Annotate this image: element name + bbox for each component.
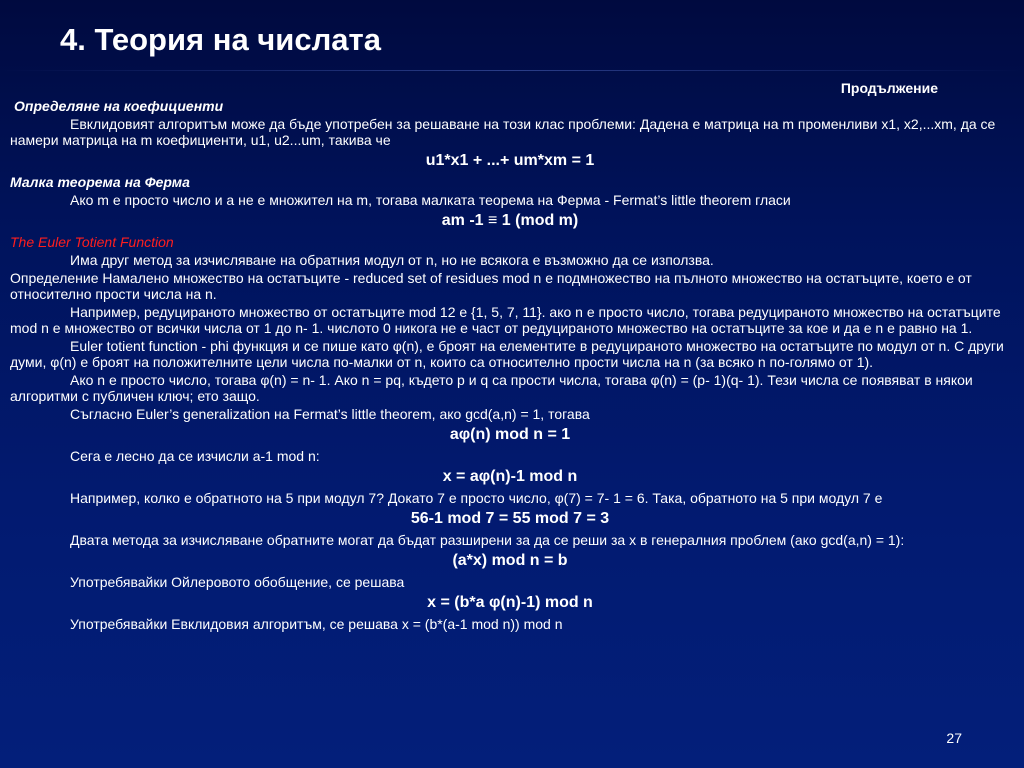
inverse-intro-text: Сега е лесно да се изчисли a-1 mod n: xyxy=(70,448,320,464)
formula-general-problem: (a*x) mod n = b xyxy=(452,552,568,569)
slide-content xyxy=(10,78,1010,632)
euler-intro-text: Има друг метод за изчисляване на обратния модул от n, но не всякога е възможно да се използва. xyxy=(70,252,714,268)
formula-example: 56-1 mod 7 = 55 mod 7 = 3 xyxy=(410,510,610,527)
definition-text: Определение Намалено множество на остатъците - reduced set of residues mod n е подмножество на пълното множество на остатъците, което е от относително прости числа на n. xyxy=(10,270,972,302)
euclid-intro-text: Евклидовият алгоритъм може да бъде употребен за решаване на този клас проблеми: Дадена е матрица на m променливи x1, x2,...xm, да се намери матрица на m коефициенти, u1, u2...um, такива че xyxy=(10,116,996,148)
coefficients-heading: Определяне на коефициенти xyxy=(14,98,224,114)
euclid-method-text: Употребявайки Евклидовия алгоритъм, се решава x = (b*(a-1 mod n)) mod n xyxy=(70,616,563,632)
example-five-mod-seven-text: Например, колко е обратното на 5 при модул 7? Докато 7 е просто число, φ(7) = 7- 1 = 6. Така, обратното на 5 при модул 7 е xyxy=(70,490,883,506)
formula-euler-solution: x = (b*a φ(n)-1) mod n xyxy=(427,594,593,611)
formula-linear-combination: u1*x1 + ...+ um*xm = 1 xyxy=(425,152,595,169)
euler-generalization-text: Съгласно Euler’s generalization на Fermat’s little theorem, ако gcd(a,n) = 1, тогава xyxy=(70,406,590,422)
formula-euler: aφ(n) mod n = 1 xyxy=(449,426,571,443)
continuation-label: Продължение xyxy=(840,80,938,96)
totient-definition-text: Euler totient function - phi функция и се пише като φ(n), е броят на елементите в редуцираното множество на остатъците по модул от n. С други думи, φ(n) е броят на положителните цели числа по-малки от n, които са относително прости числа на n (за всяко n по-голямо от 1). xyxy=(10,338,1004,370)
prime-totient-text: Ако n е просто число, тогава φ(n) = n- 1. Ако n = pq, където p и q са прости числа, тогава φ(n) = (p- 1)(q- 1). Тези числа се появяват в някои алгоритми с публичен ключ; ето защо. xyxy=(10,372,973,404)
fermat-text: Ако m е просто число и a не е множител на m, тогава малката теорема на Ферма - Fermat’s little theorem гласи xyxy=(70,192,791,208)
example-reduced-set-text: Например, редуцираното множество от остатъците mod 12 е {1, 5, 7, 11}. ако n е просто число, тогава редуцираното множество на остатъците mod n е множество от всички числа от 1 до n- 1. числото 0 никога не е част от редуцираното множество на остатъците за кое и да е n е равно на 1. xyxy=(10,304,1001,336)
slide-title: 4. Теория на числата xyxy=(60,22,381,57)
both-methods-text: Двата метода за изчисляване обратните могат да бъдат разширени за да се реши за x в генералния проблем (ако gcd(a,n) = 1): xyxy=(70,532,905,548)
euler-totient-heading: The Euler Totient Function xyxy=(10,234,174,250)
page-number: 27 xyxy=(946,730,962,746)
euler-method-text: Употребявайки Ойлеровото обобщение, се решава xyxy=(70,574,405,590)
formula-fermat: am -1 ≡ 1 (mod m) xyxy=(441,212,579,229)
fermat-heading: Малка теорема на Ферма xyxy=(10,174,190,190)
formula-inverse: x = aφ(n)-1 mod n xyxy=(442,468,578,485)
title-divider xyxy=(0,70,1024,71)
